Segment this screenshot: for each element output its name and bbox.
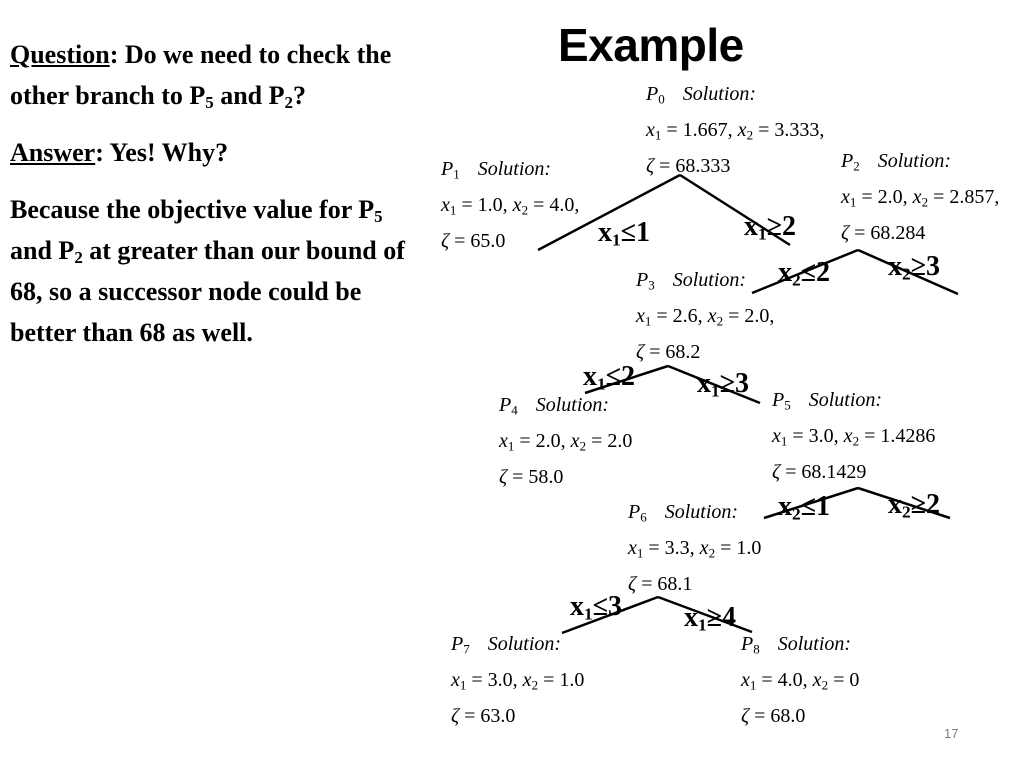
x1-symbol: x [441, 194, 450, 216]
zeta-symbol: ζ [451, 705, 460, 727]
node-label: P [741, 633, 754, 655]
x2-sub: 2 [579, 438, 587, 454]
node-p4 [499, 387, 632, 495]
branch-var-sub: 1 [597, 374, 606, 394]
node-label: P [499, 394, 512, 416]
x2-symbol: x [512, 194, 522, 216]
branch-var: x [684, 602, 698, 633]
node-header [451, 626, 584, 662]
objective-value: = 68.2 [644, 341, 701, 363]
branch-var-sub: 1 [711, 381, 720, 401]
x2-sub: 2 [921, 194, 929, 210]
branch-var: x [888, 489, 902, 520]
x1-sub: 1 [644, 313, 652, 329]
branch-label-e35 [697, 369, 749, 399]
objective-value: = 68.1429 [780, 461, 867, 483]
x1-sub: 1 [636, 545, 644, 561]
x2-sub: 2 [821, 677, 829, 693]
node-header [646, 76, 824, 112]
zeta-symbol: ζ [772, 461, 781, 483]
x2-sub: 2 [852, 433, 860, 449]
node-label-sub: 3 [648, 277, 655, 293]
branch-var: x [778, 257, 792, 288]
x1-symbol: x [646, 119, 655, 141]
x1-value: = 1.667, [661, 119, 738, 141]
node-label: P [646, 83, 659, 105]
branch-var: x [583, 361, 597, 392]
branch-label-e34 [583, 362, 635, 392]
node-p0 [646, 76, 824, 184]
x2-symbol: x [912, 186, 922, 208]
node-p2 [841, 143, 999, 251]
node-label-sub: 8 [753, 641, 760, 657]
branch-label-e56 [778, 492, 830, 522]
zeta-symbol: ζ [741, 705, 750, 727]
node-solution-label: Solution: [777, 633, 852, 655]
branch-var: x [697, 368, 711, 399]
objective-value: = 68.284 [849, 222, 926, 244]
x1-sub: 1 [780, 433, 788, 449]
x2-sub: 2 [746, 127, 754, 143]
node-label-sub: 0 [658, 91, 665, 107]
answer-label: Answer [10, 138, 96, 167]
question-label: Question [10, 40, 110, 69]
branch-condition: ≤2 [800, 257, 831, 288]
branch-var-sub: 1 [612, 230, 621, 250]
node-solution-label: Solution: [682, 83, 757, 105]
x1-value: = 3.0, [787, 425, 844, 447]
x2-sub: 2 [716, 313, 724, 329]
x1-value: = 4.0, [756, 669, 813, 691]
node-objective [451, 698, 584, 734]
branch-label-e5x [888, 490, 940, 520]
node-header [741, 626, 859, 662]
objective-value: = 68.333 [654, 155, 731, 177]
node-header [772, 382, 935, 418]
x1-sub: 1 [749, 677, 757, 693]
node-objective [646, 148, 824, 184]
branch-label-e02 [744, 212, 796, 242]
branch-var: x [570, 591, 584, 622]
x2-value: = 3.333, [753, 119, 825, 141]
x2-value: = 2.857, [928, 186, 1000, 208]
node-label-sub: 4 [511, 402, 518, 418]
node-objective [741, 698, 859, 734]
x2-value: = 1.4286 [859, 425, 936, 447]
answer-paragraph: Answer: Yes! Why? [10, 138, 229, 167]
x2-sub: 2 [531, 677, 539, 693]
x2-value: = 2.0 [586, 430, 633, 452]
branch-condition: ≥4 [706, 602, 737, 633]
zeta-symbol: ζ [441, 230, 450, 252]
x2-symbol: x [699, 537, 709, 559]
node-x-values [772, 418, 935, 454]
branch-var: x [598, 217, 612, 248]
branch-var-sub: 1 [758, 224, 767, 244]
slide-title: Example [558, 19, 744, 71]
node-header [841, 143, 999, 179]
x2-symbol: x [843, 425, 853, 447]
objective-value: = 58.0 [507, 466, 564, 488]
node-objective [841, 215, 999, 251]
branch-var-sub: 2 [902, 502, 911, 522]
x1-value: = 1.0, [456, 194, 513, 216]
x1-symbol: x [628, 537, 637, 559]
x1-symbol: x [451, 669, 460, 691]
x2-symbol: x [707, 305, 717, 327]
branch-label-e68 [684, 603, 736, 633]
question-paragraph: Question: Do we need to check the other branch to $P_5$ and $P_2$? [10, 40, 392, 113]
objective-value: = 68.1 [636, 573, 693, 595]
x1-sub: 1 [849, 194, 857, 210]
branch-condition: ≤1 [800, 491, 831, 522]
node-solution-label: Solution: [808, 389, 883, 411]
node-label-sub: 5 [784, 397, 791, 413]
node-label: P [841, 150, 854, 172]
zeta-symbol: ζ [499, 466, 508, 488]
branch-var-sub: 1 [584, 604, 593, 624]
x2-value: = 4.0, [528, 194, 580, 216]
x2-value: = 0 [828, 669, 860, 691]
x2-sub: 2 [708, 545, 716, 561]
x1-sub: 1 [449, 202, 457, 218]
node-label: P [636, 269, 649, 291]
node-label: P [441, 158, 454, 180]
node-header [628, 494, 761, 530]
node-objective [441, 223, 579, 259]
x1-symbol: x [499, 430, 508, 452]
objective-value: = 63.0 [459, 705, 516, 727]
branch-label-e67 [570, 592, 622, 622]
branch-label-e2x [888, 252, 940, 282]
page-number: 17 [944, 726, 959, 741]
branch-condition: ≤3 [592, 591, 623, 622]
node-solution-label: Solution: [477, 158, 552, 180]
branch-condition: ≥2 [910, 489, 941, 520]
node-p7 [451, 626, 584, 734]
branch-condition: ≤1 [620, 217, 651, 248]
x1-symbol: x [741, 669, 750, 691]
x1-symbol: x [772, 425, 781, 447]
x2-value: = 1.0 [715, 537, 762, 559]
node-x-values [636, 298, 774, 334]
branch-condition: ≥3 [910, 251, 941, 282]
node-objective [499, 459, 632, 495]
branch-condition: ≤2 [605, 361, 636, 392]
node-p1 [441, 151, 579, 259]
node-p6 [628, 494, 761, 602]
node-x-values [451, 662, 584, 698]
x1-value: = 3.3, [643, 537, 700, 559]
node-solution-label: Solution: [877, 150, 952, 172]
node-solution-label: Solution: [672, 269, 747, 291]
node-label: P [628, 501, 641, 523]
objective-value: = 68.0 [749, 705, 806, 727]
x1-sub: 1 [459, 677, 467, 693]
node-label-sub: 2 [853, 158, 860, 174]
x1-value: = 3.0, [466, 669, 523, 691]
zeta-symbol: ζ [636, 341, 645, 363]
x1-sub: 1 [654, 127, 662, 143]
node-label-sub: 1 [453, 166, 460, 182]
x1-value: = 2.0, [856, 186, 913, 208]
branch-var-sub: 2 [792, 270, 801, 290]
node-p5 [772, 382, 935, 490]
x2-symbol: x [570, 430, 580, 452]
branch-condition: ≥2 [766, 211, 797, 242]
x2-symbol: x [737, 119, 747, 141]
node-header [636, 262, 774, 298]
branch-condition: ≥3 [719, 368, 750, 399]
x2-symbol: x [812, 669, 822, 691]
branch-label-e01 [598, 218, 650, 248]
x1-value: = 2.0, [514, 430, 571, 452]
node-x-values [499, 423, 632, 459]
node-label: P [451, 633, 464, 655]
node-label-sub: 6 [640, 509, 647, 525]
branch-var: x [888, 251, 902, 282]
branch-var: x [744, 211, 758, 242]
x1-symbol: x [841, 186, 850, 208]
branch-label-e23 [778, 258, 830, 288]
objective-value: = 65.0 [449, 230, 506, 252]
x1-value: = 2.6, [651, 305, 708, 327]
node-label-sub: 7 [463, 641, 470, 657]
node-x-values [441, 187, 579, 223]
branch-var: x [778, 491, 792, 522]
node-p3 [636, 262, 774, 370]
because-paragraph: Because the objective value for $P_5$ and $P_2$ at greater than our bound of 68, so a successor node could be better than 68 as well. [10, 195, 405, 347]
zeta-symbol: ζ [841, 222, 850, 244]
node-label: P [772, 389, 785, 411]
branch-var-sub: 2 [902, 264, 911, 284]
node-x-values [841, 179, 999, 215]
node-header [499, 387, 632, 423]
zeta-symbol: ζ [628, 573, 637, 595]
branch-var-sub: 1 [698, 615, 707, 635]
node-x-values [646, 112, 824, 148]
node-x-values [741, 662, 859, 698]
node-solution-label: Solution: [664, 501, 739, 523]
branch-var-sub: 2 [792, 504, 801, 524]
x2-symbol: x [522, 669, 532, 691]
node-objective [772, 454, 935, 490]
x1-symbol: x [636, 305, 645, 327]
x2-value: = 1.0 [538, 669, 585, 691]
node-objective [636, 334, 774, 370]
node-header [441, 151, 579, 187]
zeta-symbol: ζ [646, 155, 655, 177]
node-objective [628, 566, 761, 602]
node-p8 [741, 626, 859, 734]
x2-sub: 2 [521, 202, 529, 218]
x2-value: = 2.0, [723, 305, 775, 327]
node-x-values [628, 530, 761, 566]
node-solution-label: Solution: [535, 394, 610, 416]
x1-sub: 1 [507, 438, 515, 454]
node-solution-label: Solution: [487, 633, 562, 655]
